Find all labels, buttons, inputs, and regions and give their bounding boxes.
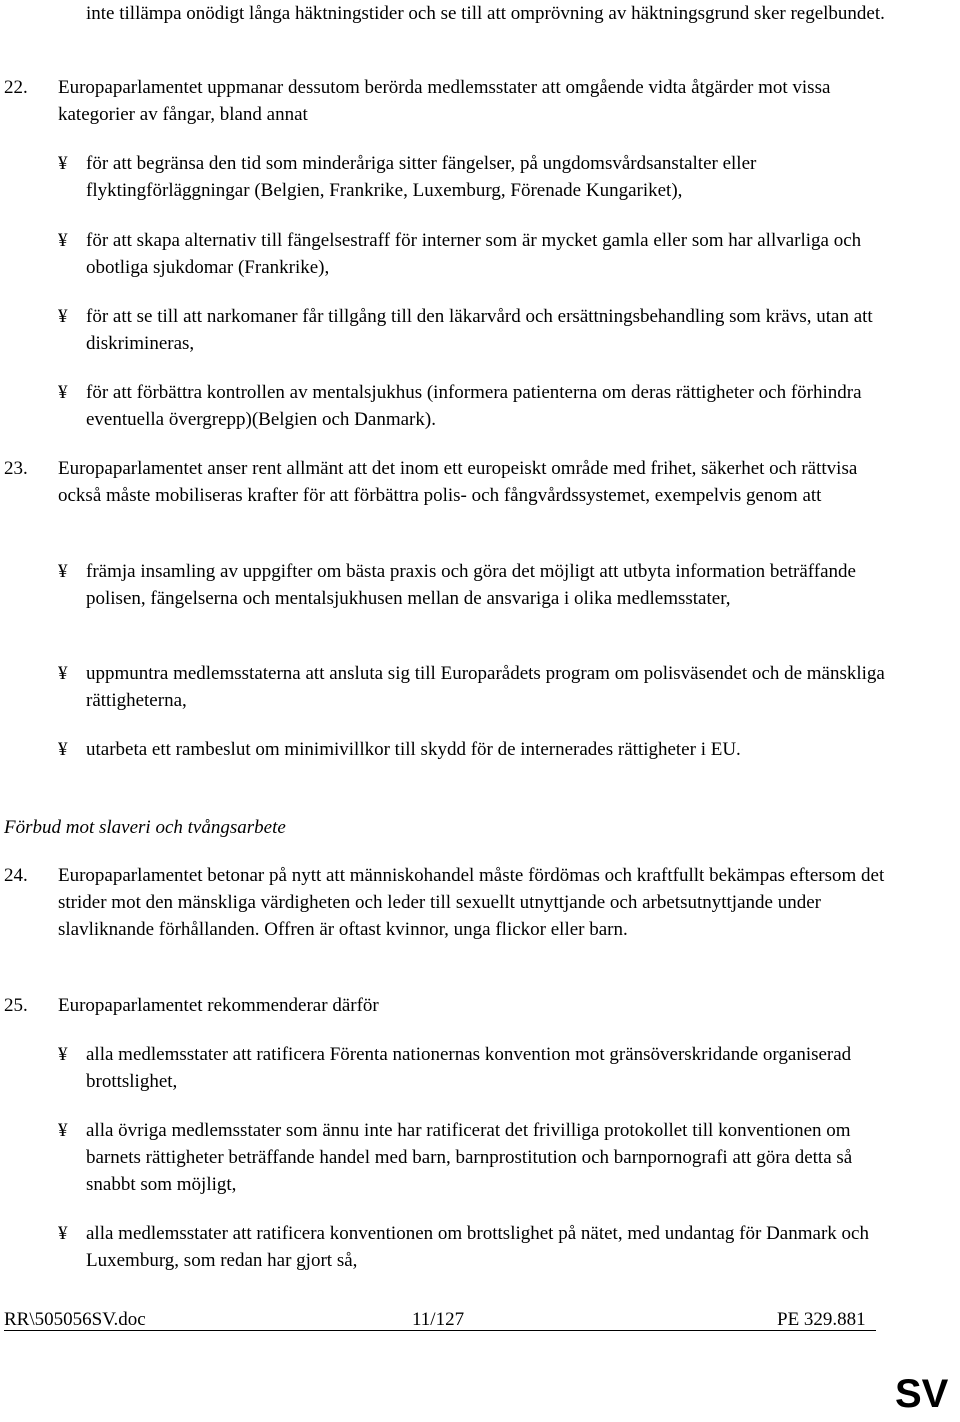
paragraph-23-text: Europaparlamentet anser rent allmänt att det inom ett europeiskt område med frihet, säkerhet och rättvisa också måste mobiliseras krafter för att förbättra polis- och fångvårdssystemet, exempelvis genom att: [58, 458, 858, 506]
bullet-glyph: ¥: [58, 382, 68, 403]
p22-bullet-3: för att se till att narkomaner får tillgång till den läkarvård och ersättningsbehandling som krävs, utan att diskrimineras,: [86, 306, 873, 354]
paragraph-number-22: 22.: [4, 77, 28, 98]
language-code: SV: [895, 1372, 949, 1416]
bullet-glyph: ¥: [58, 306, 68, 327]
continuation-text: inte tillämpa onödigt långa häktningstider och se till att omprövning av häktningsgrund sker regelbundet.: [86, 3, 885, 24]
bullet-glyph: ¥: [58, 1120, 68, 1141]
footer-page-number: 11/127: [412, 1309, 465, 1330]
paragraph-number-23: 23.: [4, 458, 28, 479]
paragraph-24-text: Europaparlamentet betonar på nytt att människohandel måste fördömas och kraftfullt bekämpas eftersom det strider mot den mänskliga värdigheten och leder till sexuellt utnyttjande och arbetsutnyttjande under slavliknande förhållanden. Offren är oftast kvinnor, unga flickor eller barn.: [58, 865, 885, 940]
paragraph-number-24: 24.: [4, 865, 28, 886]
p23-bullet-3: utarbeta ett rambeslut om minimivillkor till skydd för de internerades rättigheter i EU.: [86, 739, 741, 760]
bullet-glyph: ¥: [58, 1223, 68, 1244]
bullet-glyph: ¥: [58, 1044, 68, 1065]
footer-pe-ref: PE 329.881: [777, 1309, 866, 1330]
bullet-glyph: ¥: [58, 739, 68, 760]
p22-bullet-4: för att förbättra kontrollen av mentalsjukhus (informera patienterna om deras rättigheter och förhindra eventuella övergrepp)(Belgien och Danmark).: [86, 382, 862, 430]
p22-bullet-2: för att skapa alternativ till fängelsestraff för interner som är mycket gamla eller som har allvarliga och obotliga sjukdomar (Frankrike),: [86, 230, 862, 278]
p22-bullet-1: för att begränsa den tid som minderåriga sitter fängelser, på ungdomsvårdsanstalter eller flyktingförläggningar (Belgien, Frankrike, Luxemburg, Förenade Kungariket),: [86, 153, 757, 201]
bullet-glyph: ¥: [58, 561, 68, 582]
bullet-glyph: ¥: [58, 153, 68, 174]
paragraph-number-25: 25.: [4, 995, 28, 1016]
section-heading: Förbud mot slaveri och tvångsarbete: [4, 817, 286, 838]
p23-bullet-1: främja insamling av uppgifter om bästa praxis och göra det möjligt att utbyta information beträffande polisen, fängelserna och mentalsjukhusen mellan de ansvariga i olika medlemsstater,: [86, 561, 856, 609]
bullet-glyph: ¥: [58, 663, 68, 684]
p23-bullet-2: uppmuntra medlemsstaterna att ansluta sig till Europarådets program om polisväsendet och de mänskliga rättigheterna,: [86, 663, 885, 711]
p25-bullet-3: alla medlemsstater att ratificera konventionen om brottslighet på nätet, med undantag för Danmark och Luxemburg, som redan har gjort så,: [86, 1223, 869, 1271]
footer-divider: [4, 1330, 876, 1331]
p25-bullet-1: alla medlemsstater att ratificera Förenta nationernas konvention mot gränsöverskridande organiserad brottslighet,: [86, 1044, 852, 1092]
p25-bullet-2: alla övriga medlemsstater som ännu inte har ratificerat det frivilliga protokollet till konventionen om barnets rättigheter beträffande handel med barn, barnprostitution och barnpornografi att göra detta så snabbt som möjligt,: [86, 1120, 853, 1195]
footer-doc-ref: RR\505056SV.doc: [4, 1309, 146, 1330]
paragraph-22-text: Europaparlamentet uppmanar dessutom berörda medlemsstater att omgående vidta åtgärder mot vissa kategorier av fångar, bland annat: [58, 77, 831, 125]
paragraph-25-text: Europaparlamentet rekommenderar därför: [58, 995, 379, 1016]
bullet-glyph: ¥: [58, 230, 68, 251]
